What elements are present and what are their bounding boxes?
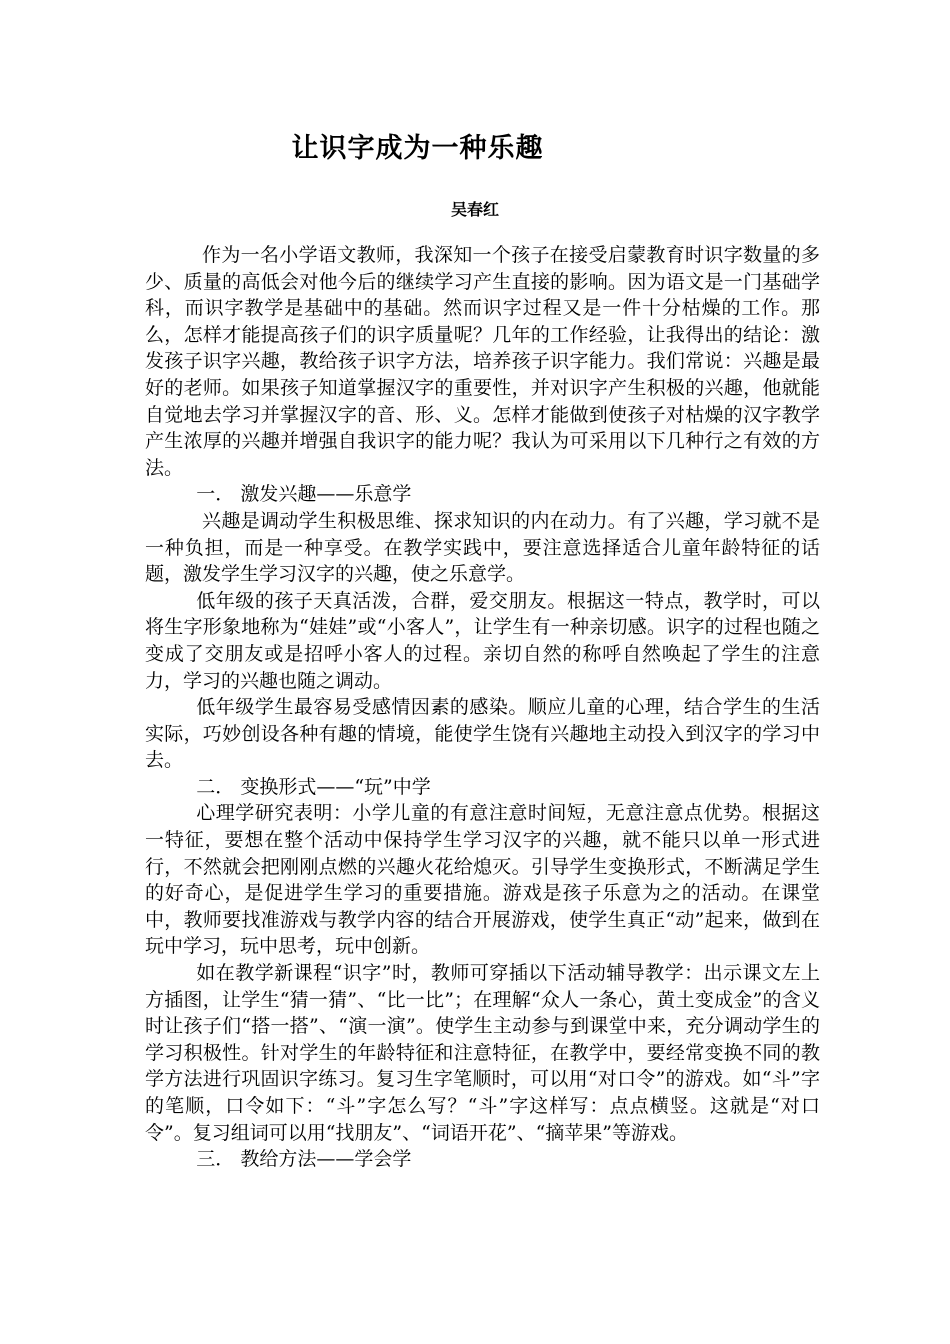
document-title: 让识字成为一种乐趣 (291, 133, 544, 164)
section-heading-1: 一． 激发兴趣——乐意学 (196, 483, 412, 506)
section-heading-2: 二． 变换形式——“玩”中学 (196, 775, 431, 798)
paragraph: 如在教学新课程“识字”时，教师可穿插以下活动辅导教学：出示课文左上方插图，让学生“猜一猜”、“比一比”；在理解“众人一条心，黄土变成金”的含义时让孩子们“搭一搭”、“演一演”。使学生主动参与到课堂中来，充分调动学生的学习积极性。针对学生的年龄特征和注意特征，在教学中，要经常变换不同的教学方法进行巩固识字练习。复习生字笔顺时，可以用“对口令”的游戏。如“斗”字的笔顺，口令如下：“斗”字怎么写？“斗”字这样写：点点横竖。这就是“对口令”。复习组词可以用“找朋友”、“词语开花”、“摘苹果”等游戏。 (145, 962, 820, 1144)
paragraph: 低年级的孩子天真活泼，合群，爱交朋友。根据这一特点，教学时，可以将生字形象地称为“娃娃”或“小客人”，让学生有一种亲切感。识字的过程也随之变成了交朋友或是招呼小客人的过程。亲切自然的称呼自然唤起了学生的注意力，学习的兴趣也随之调动。 (145, 589, 820, 692)
paragraph: 兴趣是调动学生积极思维、探求知识的内在动力。有了兴趣，学习就不是一种负担，而是一种享受。在教学实践中，要注意选择适合儿童年龄特征的话题，激发学生学习汉字的兴趣，使之乐意学。 (145, 509, 820, 586)
paragraph: 心理学研究表明：小学儿童的有意注意时间短，无意注意点优势。根据这一特征，要想在整个活动中保持学生学习汉字的兴趣，就不能只以单一形式进行，不然就会把刚刚点燃的兴趣火花给熄灭。引导学生变换形式，不断满足学生的好奇心，是促进学生学习的重要措施。游戏是孩子乐意为之的活动。在课堂中，教师要找准游戏与教学内容的结合开展游戏，使学生真正“动”起来，做到在玩中学习，玩中思考，玩中创新。 (145, 802, 820, 958)
paragraph: 低年级学生最容易受感情因素的感染。顺应儿童的心理，结合学生的生活实际，巧妙创设各种有趣的情境，能使学生饶有兴趣地主动投入到汉字的学习中去。 (145, 696, 820, 772)
document-author: 吴春红 (450, 200, 499, 219)
document-body (145, 242, 820, 1173)
section-heading-3: 三． 教给方法——学会学 (196, 1148, 412, 1171)
paragraph-intro: 作为一名小学语文教师，我深知一个孩子在接受启蒙教育时识字数量的多少、质量的高低会对他今后的继续学习产生直接的影响。因为语文是一门基础学科，而识字教学是基础中的基础。然而识字过程又是一件十分枯燥的工作。那么，怎样才能提高孩子们的识字质量呢？几年的工作经验，让我得出的结论：激发孩子识字兴趣，教给孩子识字方法，培养孩子识字能力。我们常说：兴趣是最好的老师。如果孩子知道掌握汉字的重要性，并对识字产生积极的兴趣，他就能自觉地去学习并掌握汉字的音、形、义。怎样才能做到使孩子对枯燥的汉字教学产生浓厚的兴趣并增强自我识字的能力呢？我认为可采用以下几种行之有效的方法。 (145, 244, 820, 479)
